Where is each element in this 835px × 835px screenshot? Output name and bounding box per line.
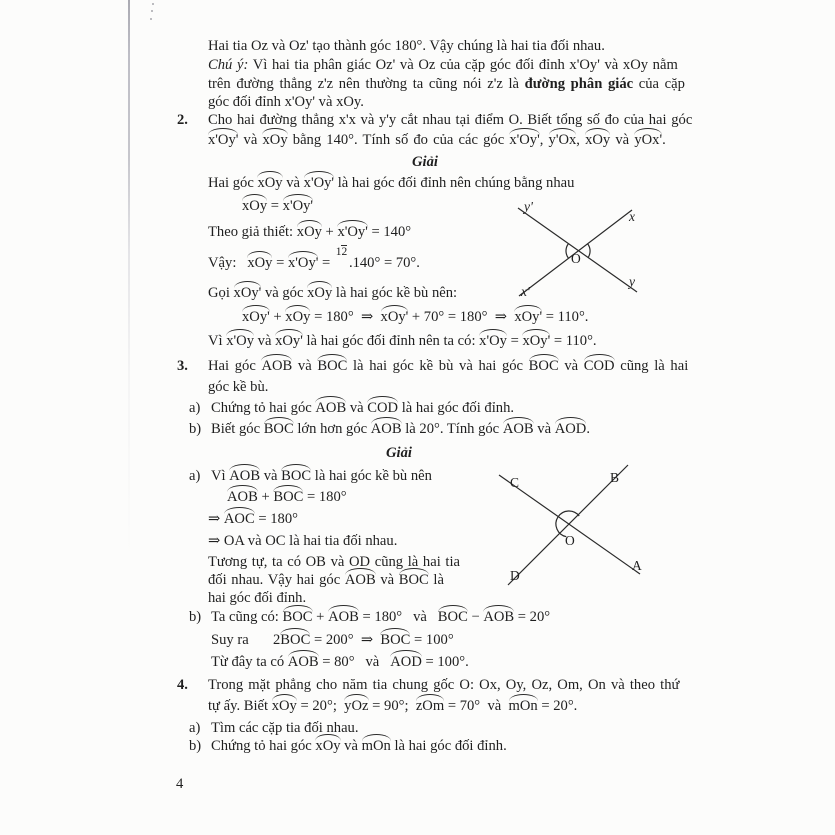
text-line: [208, 56, 678, 75]
angle-name: xOy: [262, 132, 288, 148]
angle-name: xOy: [271, 698, 297, 714]
text-run: đối nhau. Vậy hai góc: [208, 572, 345, 588]
fig1-label-y-prime: y': [524, 199, 533, 214]
text-run: = 100°.: [421, 654, 469, 670]
fig2-label-b: B: [610, 470, 620, 485]
angle-arc-left: [566, 244, 569, 258]
fraction: 12: [335, 246, 348, 258]
text-run: và: [346, 400, 368, 416]
angle-name: xOy: [257, 175, 283, 191]
text-line: [208, 532, 397, 551]
text-run: = 180°: [254, 511, 298, 527]
text-run: bằng 140°. Tính số đo của các góc: [287, 132, 510, 148]
text-run: của cặp: [633, 76, 685, 92]
text-run: là hai góc kề bù nên:: [332, 285, 458, 301]
figure-intersecting-lines-abcd: [490, 455, 715, 595]
subitem-marker: [189, 467, 200, 486]
angle-name: xOy: [242, 198, 268, 214]
text-run: Hai tia Oz và Oz' tạo thành góc 180°. Vậy chúng là hai tia đối nhau.: [208, 38, 605, 54]
text-run: là hai góc đối đỉnh.: [390, 738, 507, 754]
text-line: [211, 399, 514, 418]
angle-name: AOD: [554, 421, 587, 437]
text-run: và: [292, 358, 318, 374]
text-line: [211, 420, 590, 439]
angle-name: yOz: [344, 698, 369, 714]
angle-name: AOB: [287, 654, 319, 670]
text-line: [208, 676, 679, 695]
angle-name: x'Oy: [226, 333, 255, 349]
text-run: =: [267, 198, 283, 214]
angle-name: BOC: [317, 358, 348, 374]
text-run: = 140°: [367, 224, 412, 240]
text-run: và: [254, 333, 276, 349]
angle-name: xOy: [307, 285, 333, 301]
text-run: lớn hơn góc: [293, 421, 371, 437]
text-line: [208, 37, 605, 56]
text-run: ,: [576, 132, 586, 148]
fig2-label-a: A: [632, 558, 642, 573]
text-run: = 90°;: [368, 698, 416, 714]
angle-name: AOC: [223, 511, 255, 527]
item-number: [177, 357, 188, 376]
solution-heading: [412, 153, 438, 172]
item-number: [177, 676, 188, 695]
text-run: Gọi: [208, 285, 234, 301]
text-line: [211, 653, 469, 672]
text-run: 4.: [177, 677, 188, 693]
text-line: [208, 357, 688, 376]
scan-edge-line: [128, 0, 130, 560]
text-line: [208, 246, 420, 273]
angle-name: AOB: [344, 572, 376, 588]
text-run: = 180°: [303, 489, 347, 505]
text-run: Tìm các cặp tia đối nhau.: [211, 720, 359, 736]
angle-name: AOB: [315, 400, 347, 416]
angle-name: xOy: [315, 738, 341, 754]
line-c-a: [499, 475, 640, 574]
text-run: Tương tự, ta có OB và OD cũng là hai tia: [208, 554, 460, 570]
text-run: Giải: [386, 445, 412, 461]
angle-name: BOC: [282, 609, 313, 625]
angle-name: x'Oy': [303, 175, 335, 191]
text-run: Vì: [208, 333, 227, 349]
text-run: Vì hai tia phân giác Oz' và Oz của cặp góc đối đỉnh x'Oy' và xOy nằm: [248, 57, 678, 73]
angle-name: COD: [583, 358, 615, 374]
text-run: góc đối đỉnh x'Oy' và xOy.: [208, 94, 364, 110]
angle-name: xOy: [296, 224, 322, 240]
angle-arc-right: [588, 244, 590, 258]
text-run: Chứng tỏ hai góc: [211, 738, 316, 754]
angle-name: x'Oy': [208, 132, 239, 148]
text-run: và góc: [261, 285, 308, 301]
text-line: [208, 223, 411, 242]
text-run: Hai góc: [208, 358, 262, 374]
text-run: =: [318, 255, 334, 271]
text-run: là hai góc kề bù và hai góc: [347, 358, 529, 374]
text-line: [227, 488, 347, 507]
text-line: [211, 608, 550, 627]
text-run: Theo giả thiết:: [208, 224, 297, 240]
text-run: trên đường thẳng z'z nên thường ta cũng nói z'z là: [208, 76, 525, 92]
angle-name: xOy: [247, 255, 273, 271]
angle-name: yOx': [634, 132, 663, 148]
text-run: Ta cũng có:: [211, 609, 283, 625]
scan-speck: [150, 18, 152, 20]
text-run: Vậy:: [208, 255, 248, 271]
text-run: =: [272, 255, 288, 271]
text-run: a): [189, 720, 201, 736]
text-line: [208, 378, 268, 397]
angle-name: AOB: [328, 609, 359, 625]
fig1-label-y: y: [629, 274, 635, 289]
text-run: Trong mặt phẳng cho năm tia chung gốc O: Ox, Oy, Oz, Om, On và theo thứ: [208, 677, 680, 693]
angle-name: BOC: [398, 572, 429, 588]
angle-name: xOy': [275, 333, 303, 349]
text-run: = 70° và: [444, 698, 509, 714]
text-run: và: [533, 421, 555, 437]
text-run: là hai góc đối đỉnh nên chúng bằng nhau: [334, 175, 575, 191]
scan-speck: [152, 3, 154, 5]
text-run: =: [506, 333, 523, 349]
angle-name: zOm: [415, 698, 445, 714]
angle-name: BOC: [380, 632, 411, 648]
text-line: [208, 332, 597, 351]
subitem-marker: [189, 399, 200, 418]
text-line: [208, 571, 444, 590]
text-run: ⇒ OA và OC là hai tia đối nhau.: [208, 533, 398, 549]
text-run: = 20°;: [296, 698, 345, 714]
text-run: Cho hai đường thẳng x'x và y'y cắt nhau tại điểm O. Biết tổng số đo của hai góc: [208, 112, 693, 128]
angle-name: COD: [367, 400, 399, 416]
text-run: b): [189, 738, 202, 754]
fig1-label-x-prime: x': [521, 284, 530, 299]
text-line: [273, 631, 454, 650]
text-run: +: [321, 224, 338, 240]
angle-name: xOy: [285, 309, 311, 325]
angle-name: AOB: [502, 421, 534, 437]
fig2-label-o: O: [565, 533, 575, 548]
text-run: = 100°: [410, 632, 454, 648]
angle-name: BOC: [273, 489, 304, 505]
text-run: b): [189, 421, 202, 437]
text-run: Hai góc: [208, 175, 258, 191]
text-line: [208, 510, 298, 529]
text-run: Vì: [211, 468, 230, 484]
angle-name: AOB: [261, 358, 293, 374]
text-run: −: [467, 609, 484, 625]
angle-name: y'Ox: [548, 132, 577, 148]
text-run: Chứng tỏ hai góc: [211, 400, 316, 416]
text-run: = 20°.: [537, 698, 578, 714]
angle-name: xOy': [514, 309, 543, 325]
angle-name: xOy': [380, 309, 409, 325]
text-run: +: [312, 609, 329, 625]
solution-heading: [386, 444, 412, 463]
angle-name: BOC: [437, 609, 468, 625]
angle-name: xOy: [585, 132, 611, 148]
angle-name: AOD: [390, 654, 422, 670]
text-run: và: [375, 572, 399, 588]
text-run: = 200° ⇒: [310, 632, 381, 648]
text-run: là hai góc kề bù nên: [311, 468, 432, 484]
text-run: là hai góc đối đỉnh.: [398, 400, 515, 416]
text-run: a): [189, 400, 201, 416]
fig2-label-c: C: [510, 475, 520, 490]
text-run: là: [428, 572, 444, 588]
text-line: [211, 737, 507, 756]
text-run: a): [189, 468, 201, 484]
angle-name: mOn: [508, 698, 538, 714]
scan-speck: [151, 10, 153, 12]
fig2-label-d: D: [510, 568, 520, 583]
text-run: góc kề bù.: [208, 379, 269, 395]
text-run: đường phân giác: [524, 76, 634, 92]
text-line: [242, 308, 588, 327]
subitem-marker: [189, 608, 201, 627]
text-line: [208, 131, 666, 150]
angle-name: x'Oy': [509, 132, 540, 148]
angle-name: mOn: [361, 738, 391, 754]
page-number: 4: [176, 776, 184, 792]
text-run: .140° = 70°.: [348, 255, 420, 271]
figure-intersecting-lines-xy: [505, 195, 720, 307]
text-run: Giải: [412, 154, 438, 170]
angle-name: xOy': [242, 309, 270, 325]
angle-name: x'Oy: [479, 333, 507, 349]
angle-name: BOC: [280, 632, 311, 648]
item-number: [177, 111, 188, 130]
text-run: cũng là hai: [614, 358, 689, 374]
text-run: Suy ra: [211, 632, 249, 648]
text-run: ⇒: [208, 511, 224, 527]
text-line: [208, 93, 364, 112]
angle-name: x'Oy': [288, 255, 319, 271]
text-line: [208, 284, 457, 303]
text-run: là 20°. Tính góc: [401, 421, 503, 437]
text-run: 2.: [177, 112, 188, 128]
text-run: .: [662, 132, 666, 148]
text-line: [208, 174, 574, 193]
angle-name: x'Oy': [282, 198, 314, 214]
text-line: [208, 697, 577, 716]
text-run: +: [269, 309, 286, 325]
fig1-label-x: x: [629, 209, 635, 224]
text-line: [242, 197, 313, 216]
angle-name: BOC: [281, 468, 312, 484]
subitem-marker: [189, 719, 200, 738]
text-run: Chú ý:: [208, 57, 249, 73]
text-run: Từ đây ta có: [211, 654, 288, 670]
angle-name: x'Oy': [337, 224, 368, 240]
text-run: 2: [273, 632, 281, 648]
text-run: = 180° và: [358, 609, 438, 625]
text-run: .: [586, 421, 590, 437]
subitem-marker: [189, 737, 201, 756]
text-run: = 180° ⇒: [310, 309, 381, 325]
text-run: và: [610, 132, 635, 148]
angle-name: AOB: [483, 609, 515, 625]
text-run: và: [282, 175, 304, 191]
text-run: và: [238, 132, 263, 148]
text-run: = 80° và: [318, 654, 391, 670]
text-line: [208, 75, 685, 94]
angle-name: AOB: [229, 468, 261, 484]
text-run: +: [257, 489, 274, 505]
text-line: [211, 631, 249, 650]
text-run: và: [260, 468, 282, 484]
text-run: = 110°.: [550, 333, 597, 349]
line-y-prime-y: [518, 208, 637, 292]
text-run: b): [189, 609, 202, 625]
fig1-label-o: O: [571, 251, 581, 266]
angle-name: xOy': [233, 285, 262, 301]
text-run: + 70° = 180° ⇒: [408, 309, 515, 325]
text-run: hai góc đối đỉnh.: [208, 590, 307, 606]
text-run: là hai góc đối đỉnh nên ta có:: [302, 333, 480, 349]
angle-name: xOy': [522, 333, 551, 349]
angle-name: AOB: [227, 489, 258, 505]
text-run: = 110°.: [542, 309, 589, 325]
text-run: Biết góc: [211, 421, 264, 437]
text-line: [211, 467, 432, 486]
text-run: và: [340, 738, 362, 754]
text-run: ,: [539, 132, 549, 148]
angle-name: BOC: [263, 421, 294, 437]
text-run: và: [558, 358, 584, 374]
angle-name: BOC: [528, 358, 559, 374]
subitem-marker: [189, 420, 201, 439]
text-line: [208, 111, 692, 130]
text-run: tự ấy. Biết: [208, 698, 272, 714]
text-run: 3.: [177, 358, 188, 374]
text-run: = 20°: [514, 609, 551, 625]
angle-name: AOB: [370, 421, 402, 437]
